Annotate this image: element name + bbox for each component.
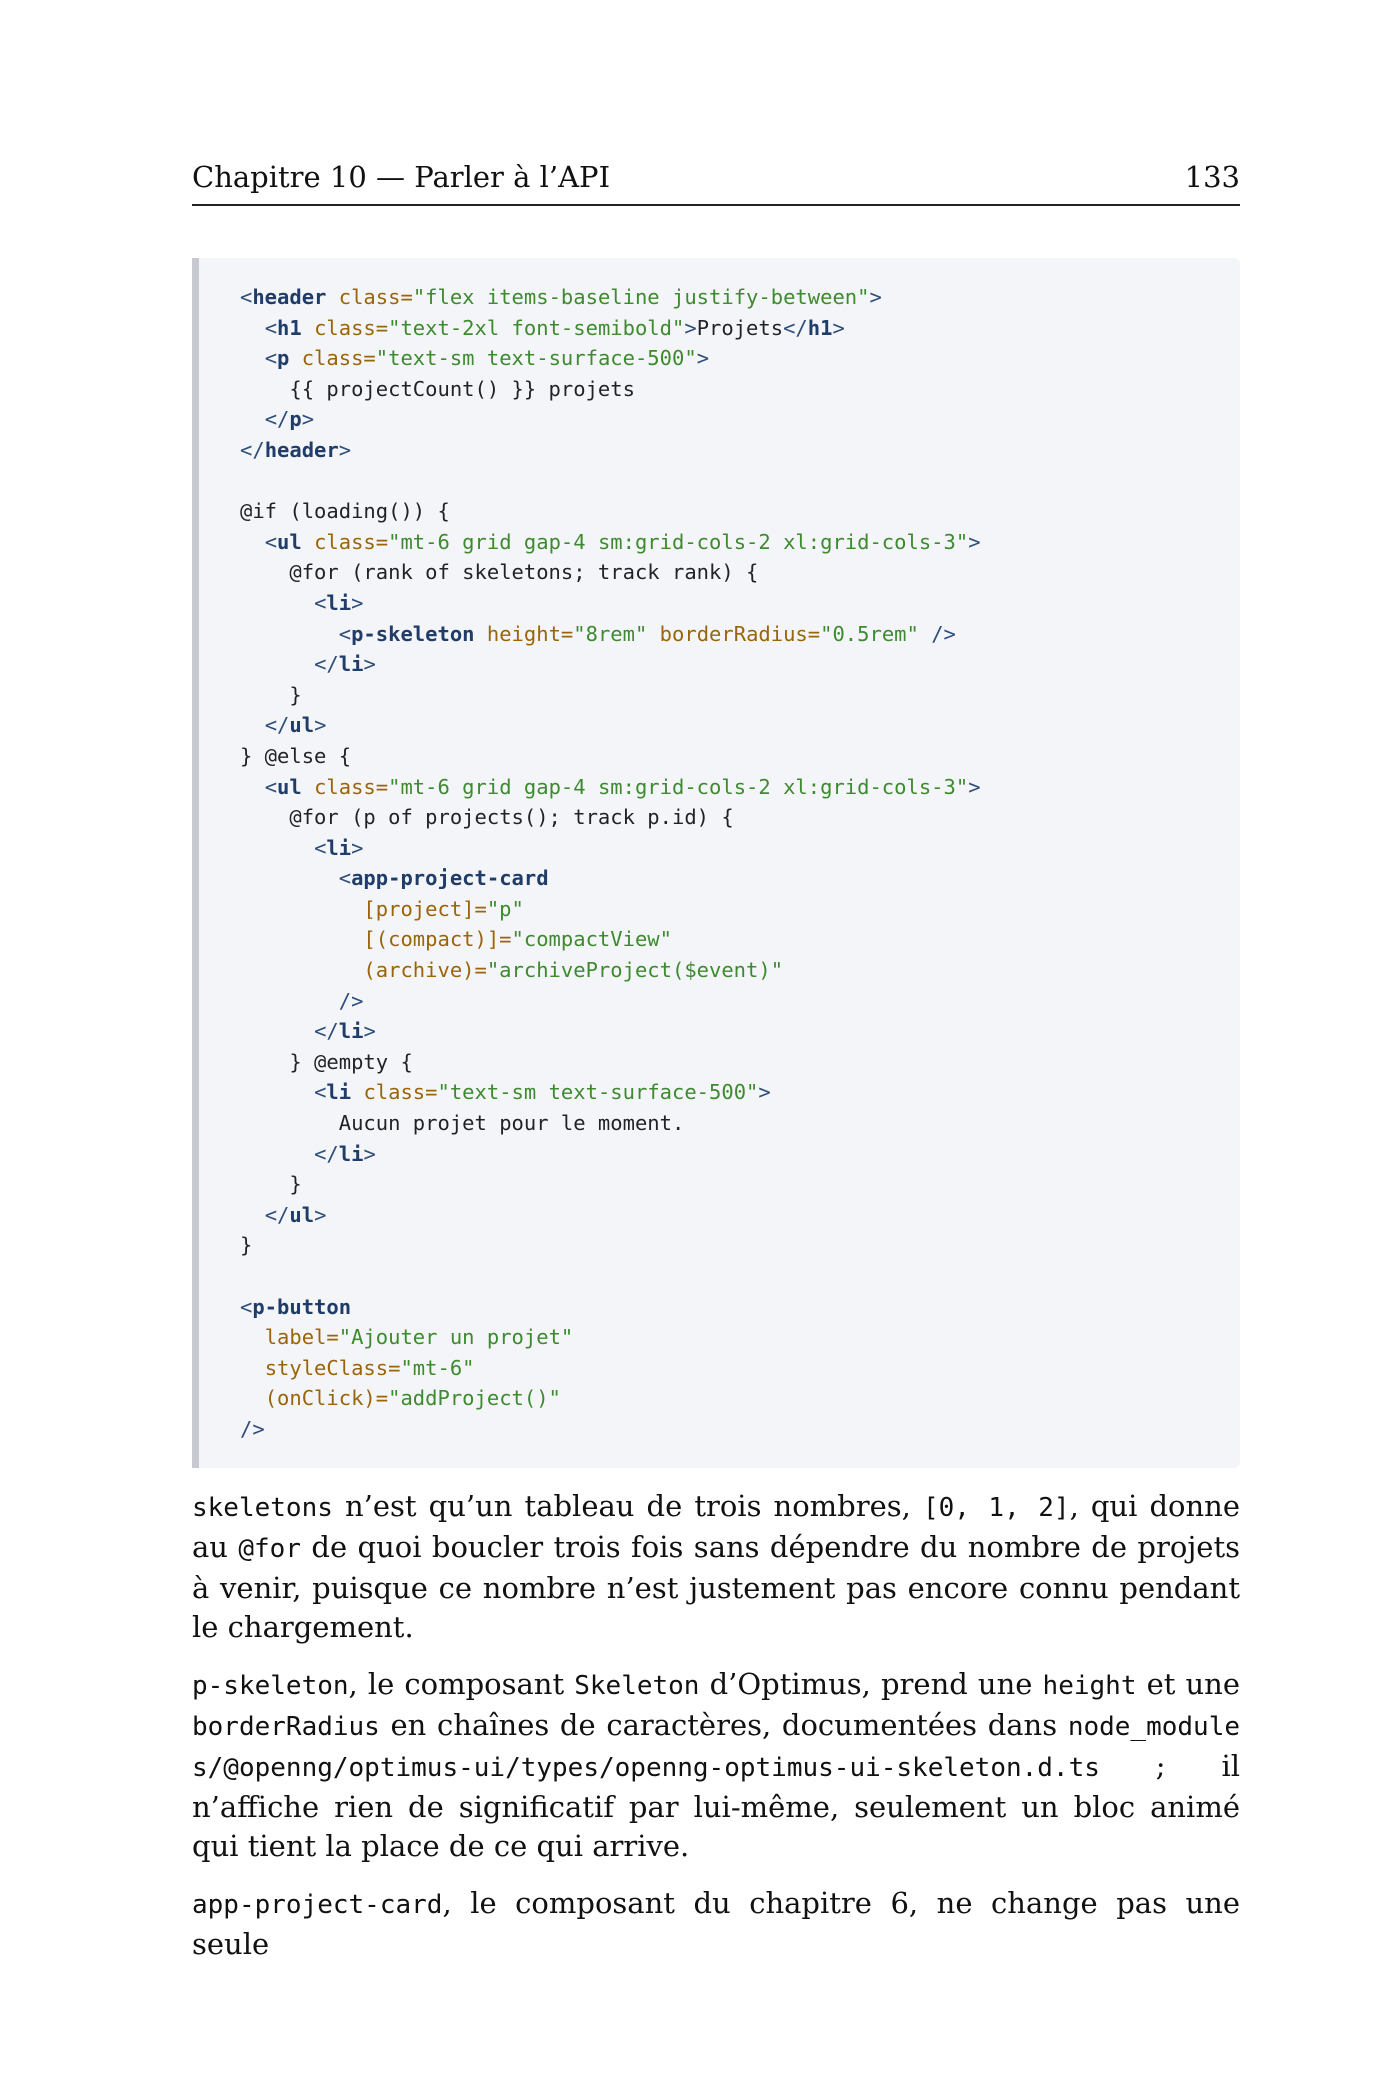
- paragraph: app-project-card, le composant du chapitre 6, ne change pas une seule: [192, 1886, 1240, 1961]
- page-number: 133: [1184, 160, 1240, 194]
- code-listing: [192, 258, 1240, 1468]
- paragraph: p-skeleton, le composant Skeleton d’Optimus, prend une height et une borderRadius en chaînes de caractères, documentées dans node_modules/@openng/optimus-ui/types/openng-optimus-ui-skeleton.d.ts ; il n’affiche rien de significatif par lui-même, seulement un bloc animé qui tient la place de ce qui arrive.: [192, 1667, 1240, 1863]
- running-header: [192, 160, 1240, 206]
- chapter-title: Chapitre 10 — Parler à l’API: [192, 160, 611, 194]
- body-text: [192, 1487, 1240, 1982]
- code-text: <header class="flex items-baseline justify-between"> <h1 class="text-2xl font-semibold">Projets</h1> <p class="text-sm text-surface-500"> {{ projectCount() }} projets </p> </header> @if (loading()) { <ul class="mt-6 grid gap-4 sm:grid-cols-2 xl:grid-cols-3"> @for (rank of skeletons; track rank) { <li> <p-skeleton height="8rem" borderRadius="0.5rem" /> </li> } </ul> } @else { <ul class="mt-6 grid gap-4 sm:grid-cols-2 xl:grid-cols-3"> @for (p of projects(); track p.id) { <li> <app-project-card [project]="p" [(compact)]="compactView" (archive)="archiveProject($event)" /> </li> } @empty { <li class="text-sm text-surface-500"> Aucun projet pour le moment. </li> } </ul> } <p-button label="Ajouter un projet" styleClass="mt-6" (onClick)="addProject()" />: [240, 285, 981, 1441]
- paragraph: skeletons n’est qu’un tableau de trois nombres, [0, 1, 2], qui donne au @for de quoi boucler trois fois sans dépendre du nombre de projets à venir, puisque ce nombre n’est justement pas encore connu pendant le chargement.: [192, 1489, 1241, 1644]
